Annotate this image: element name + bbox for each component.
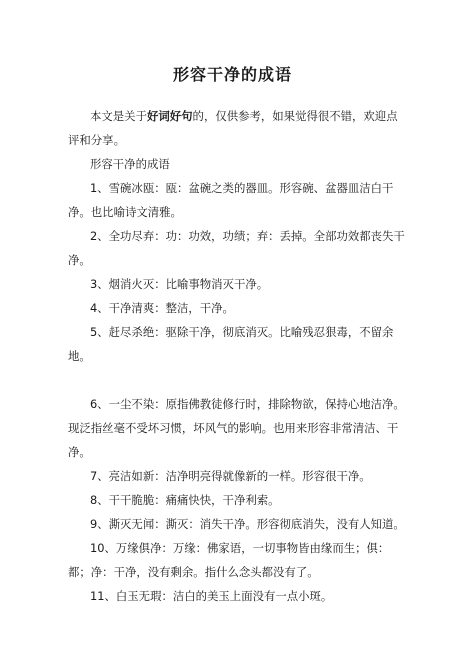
- item-text: 雪碗冰瓯：瓯：盆碗之类的器皿。形容碗、盆器皿洁白干净。也比喻诗文清雅。: [68, 181, 394, 219]
- list-item-5: [68, 320, 408, 368]
- list-item-3: [68, 272, 408, 296]
- item-text: 澌灭无闻：澌灭：消失干净。形容彻底消失，没有人知道。: [108, 517, 405, 531]
- list-item-1: [68, 176, 408, 224]
- intro-after: 的，仅供参考，如果觉得很不错，欢迎点评和分享。: [68, 109, 398, 147]
- item-text: 白玉无瑕：洁白的美玉上面没有一点小斑。: [115, 589, 333, 603]
- list-item-11: [68, 584, 408, 608]
- item-text: 干净清爽：整洁，干净。: [108, 301, 234, 315]
- item-text: 赶尽杀绝：驱除干净，彻底消灭。比喻残忍狠毒，不留余地。: [68, 325, 394, 363]
- item-number: 7、: [90, 469, 109, 483]
- item-text: 全功尽弃：功：功效，功绩；弃：丢掉。全部功效都丧失干净。: [68, 229, 405, 267]
- document-body: [68, 104, 408, 608]
- item-text: 亮洁如新：洁净明亮得就像新的一样。形容很干净。: [108, 469, 371, 483]
- list-item-10: [68, 536, 408, 584]
- item-text: 一尘不染：原指佛教徒修行时，排除物欲，保持心地洁净。现泛指丝毫不受坏习惯，坏风气的影响。也用来形容非常清洁、干净。: [68, 397, 405, 459]
- spacer: [68, 368, 408, 392]
- list-item-4: [68, 296, 408, 320]
- document-title: 形容干净的成语: [172, 65, 292, 84]
- item-number: 9、: [90, 517, 109, 531]
- item-text: 烟消火灭：比喻事物消灭干净。: [108, 277, 269, 291]
- item-number: 1、: [90, 181, 109, 195]
- intro-before: 本文是关于: [90, 109, 147, 123]
- list-item-2: [68, 224, 408, 272]
- list-item-8: [68, 488, 408, 512]
- item-number: 5、: [90, 325, 109, 339]
- intro-paragraph: [68, 104, 408, 152]
- list-item-7: [68, 464, 408, 488]
- item-number: 8、: [90, 493, 109, 507]
- item-text: 万缘俱净：万缘：佛家语，一切事物皆由缘而生；俱：都；净：干净，没有剩余。指什么念头都没有了。: [68, 541, 390, 579]
- item-number: 6、: [90, 397, 109, 411]
- list-item-9: [68, 512, 408, 536]
- item-number: 10、: [90, 541, 116, 555]
- section-heading: 形容干净的成语: [90, 157, 170, 171]
- item-number: 3、: [90, 277, 109, 291]
- list-item-6: [68, 392, 408, 464]
- intro-keyword: 好词好句: [146, 109, 193, 123]
- item-number: 11、: [90, 589, 116, 603]
- item-text: 干干脆脆：痛痛快快，干净利索。: [108, 493, 280, 507]
- item-number: 4、: [90, 301, 109, 315]
- item-number: 2、: [90, 229, 109, 243]
